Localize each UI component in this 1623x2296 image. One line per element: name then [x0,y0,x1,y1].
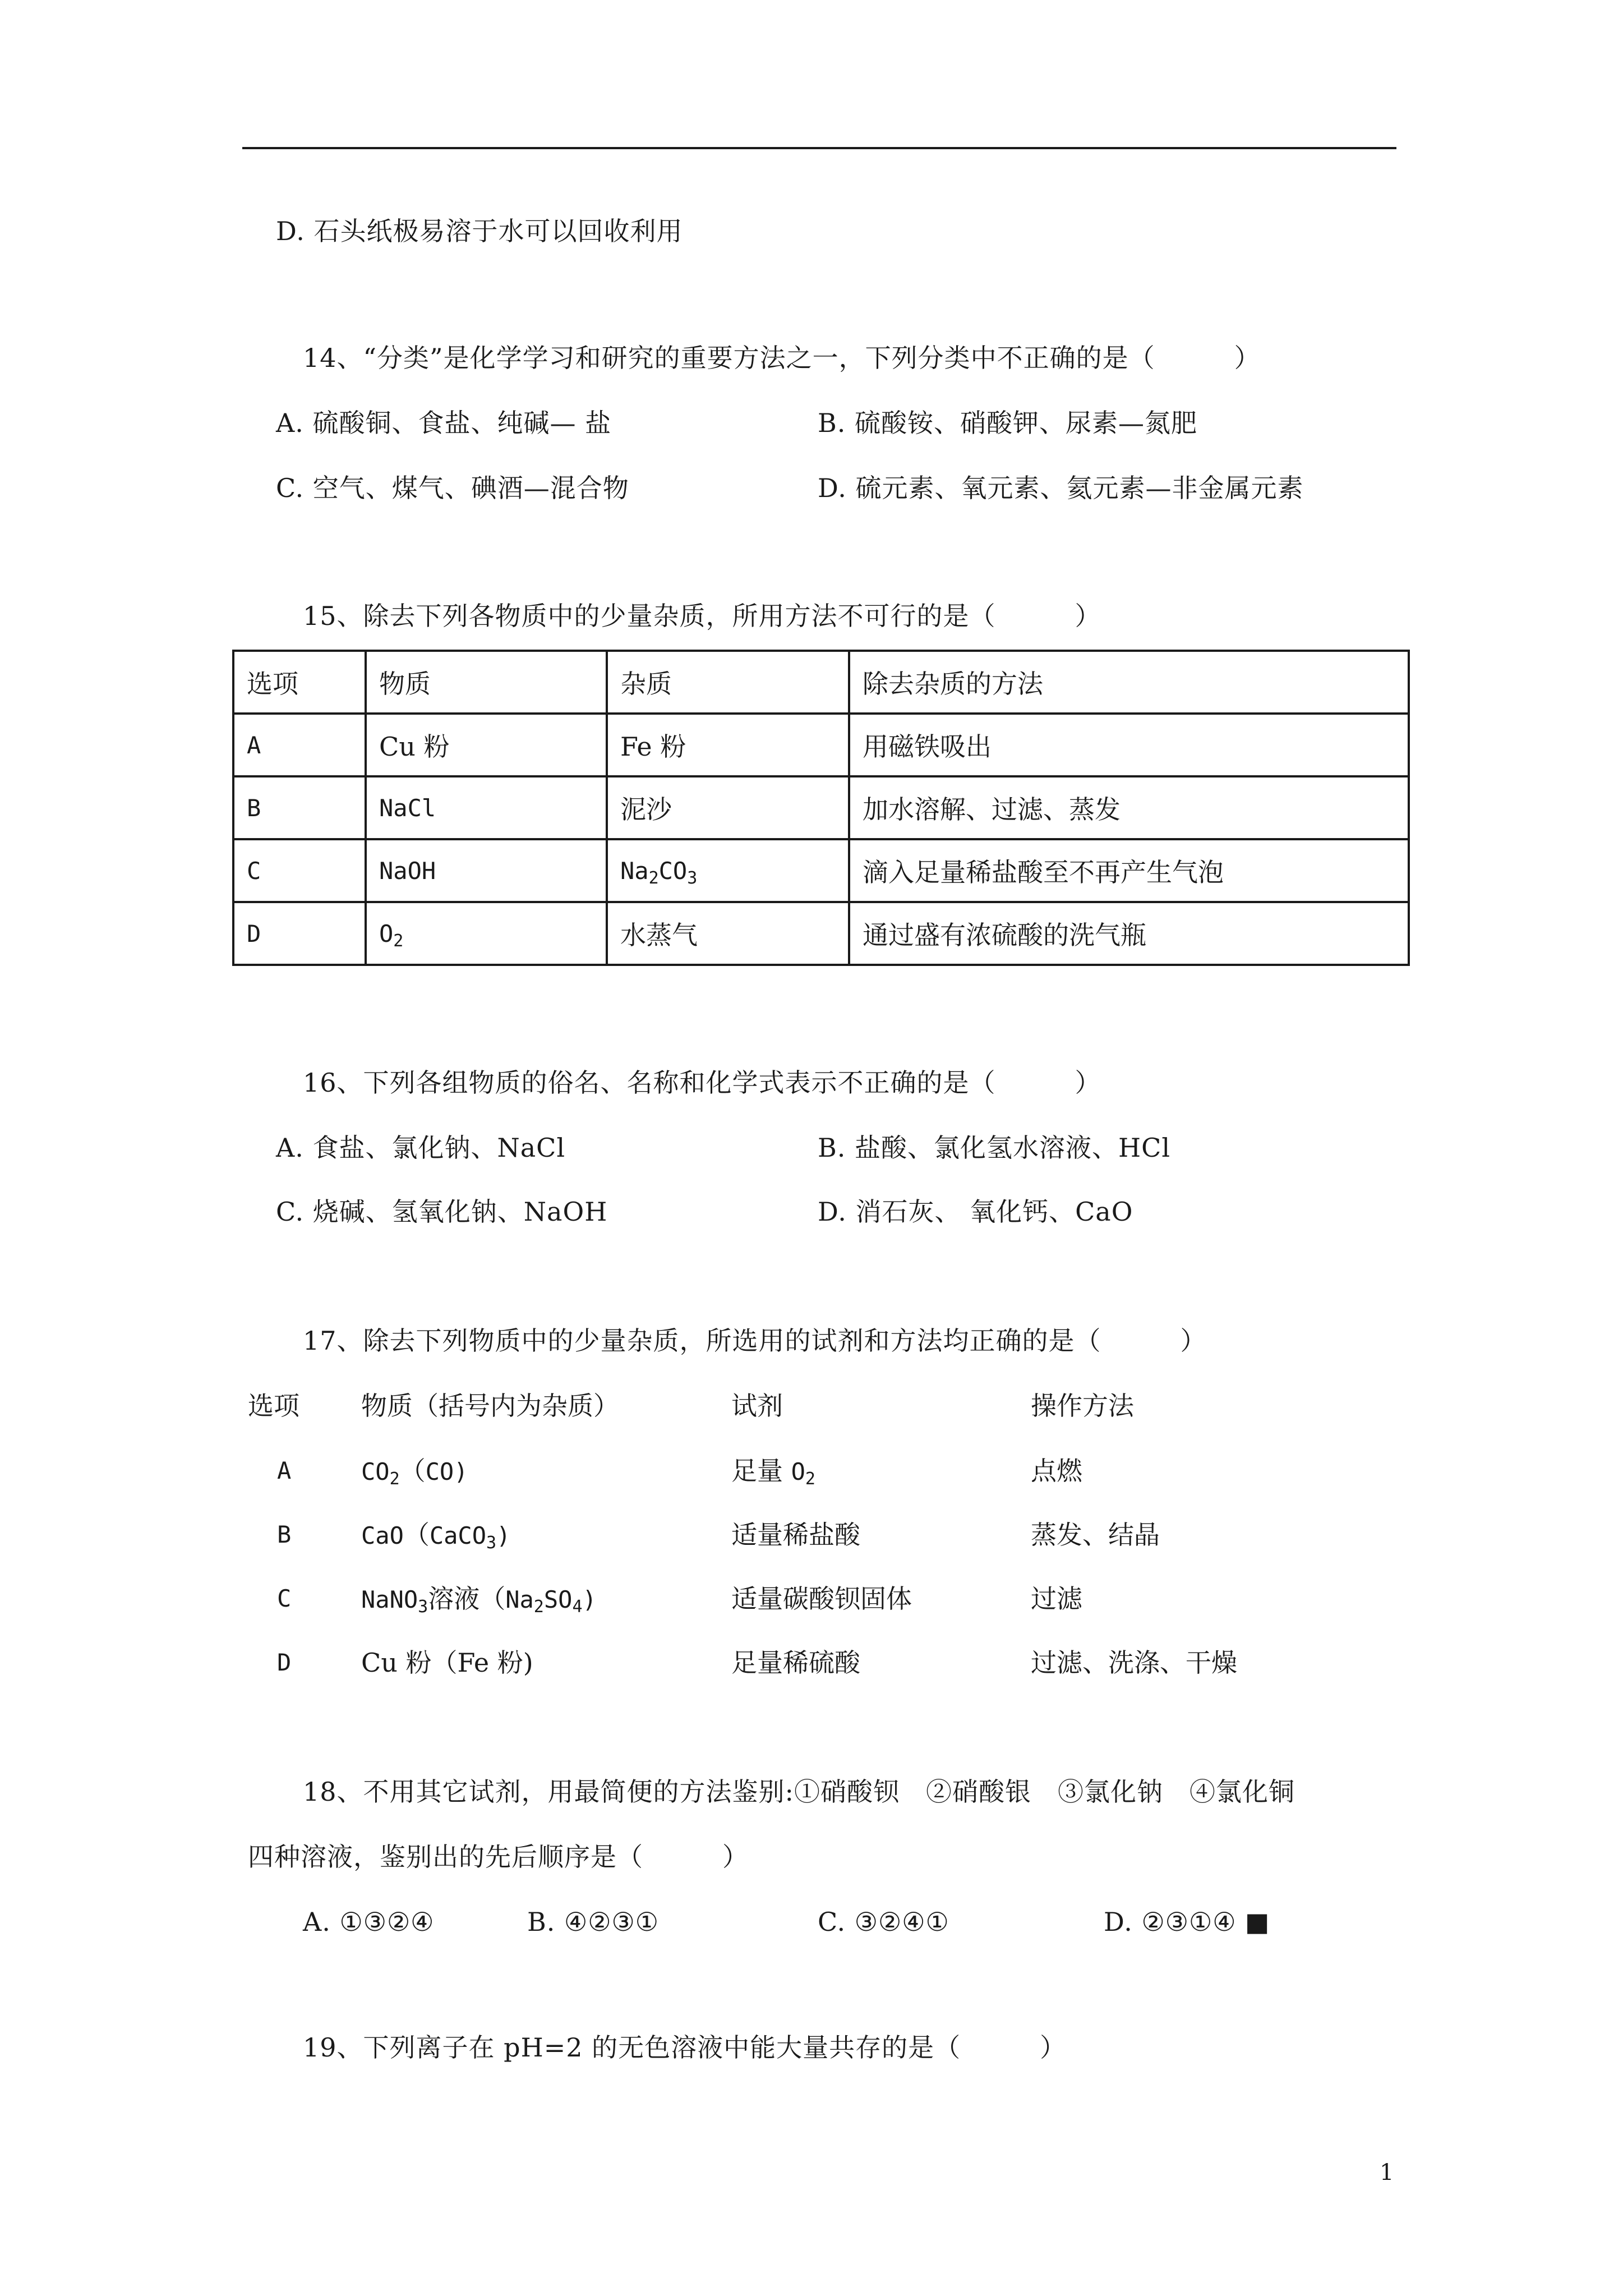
q17-cell: 过滤、洗涤、干燥 [1031,1648,1237,1678]
page-number: 1 [1380,2160,1394,2185]
q16-stem: 16、下列各组物质的俗名、名称和化学式表示不正确的是（ ） [303,1068,1101,1098]
q17-row-label: C [277,1585,292,1612]
q17-header: 选项 [248,1391,299,1421]
header-rule [242,147,1396,149]
table-cell: 通过盛有浓硫酸的洗气瓶 [849,902,1409,965]
table-row [233,776,1409,839]
q17-header: 试剂 [731,1391,783,1421]
table-row [233,902,1409,965]
table-cell: Fe 粉 [607,714,849,776]
q18-option-a: A. ①③②④ [303,1907,435,1937]
table-cell: 泥沙 [607,776,849,839]
q13-option-d: D. 石头纸极易溶于水可以回收利用 [276,216,683,246]
table-cell: 滴入足量稀盐酸至不再产生气泡 [849,839,1409,902]
table-cell: 加水溶解、过滤、蒸发 [849,776,1409,839]
q17-cell: 蒸发、结晶 [1031,1520,1160,1550]
q17-row-label: A [277,1457,292,1484]
q17-cell-formula: NaNO$_3$溶液$(Na_2SO_4)$ [361,1584,597,1617]
q17-cell-formula: CaO（CaCO$_3$) [361,1520,511,1553]
q18-option-d: D. ②③①④ ■ [1104,1907,1270,1937]
table-header-cell: 物质 [366,651,607,714]
q17-header: 物质（括号内为杂质） [361,1391,619,1421]
q18-stem-line2: 四种溶液，鉴别出的先后顺序是（ ） [248,1842,749,1872]
q15-stem: 15、除去下列各物质中的少量杂质，所用方法不可行的是（ ） [303,601,1101,631]
q16-option-d: D. 消石灰、 氧化钙、CaO [818,1197,1133,1227]
q17-cell: 点燃 [1031,1456,1082,1486]
q19-stem: 19、下列离子在 pH=2 的无色溶液中能大量共存的是（ ） [303,2032,1067,2063]
table-cell: C [233,839,366,902]
table-cell: B [233,776,366,839]
q17-row-label: D [277,1649,292,1676]
q17-cell-formula: $CO_2(CO)$ [361,1456,468,1489]
q17-header: 操作方法 [1031,1391,1134,1421]
q14-option-c: C. 空气、煤气、碘酒—混合物 [276,473,629,503]
q14-stem: 14、“分类”是化学学习和研究的重要方法之一，下列分类中不正确的是（ ） [303,343,1261,373]
table-cell: A [233,714,366,776]
table-header-row [233,651,1409,714]
q16-option-a: A. 食盐、氯化钠、NaCl [276,1133,566,1163]
table-cell: NaCl [366,776,607,839]
q17-cell: 适量稀盐酸 [731,1520,860,1550]
q18-stem-line1: 18、不用其它试剂，用最简便的方法鉴别:①硝酸钡 ②硝酸银 ③氯化钠 ④氯化铜 [303,1777,1295,1807]
q14-option-b: B. 硫酸铵、硝酸钾、尿素—氮肥 [818,408,1198,438]
table-header-cell: 选项 [233,651,366,714]
q16-option-b: B. 盐酸、氯化氢水溶液、HCl [818,1133,1171,1163]
table-cell: Cu 粉 [366,714,607,776]
table-cell: NaOH [366,839,607,902]
table-row [233,839,1409,902]
q14-option-a: A. 硫酸铜、食盐、纯碱— 盐 [276,408,612,438]
q18-option-c: C. ③②④① [818,1907,949,1937]
q17-cell: 足量稀硫酸 [731,1648,860,1678]
table-header-cell: 杂质 [607,651,849,714]
table-header-cell: 除去杂质的方法 [849,651,1409,714]
q17-cell: 适量碳酸钡固体 [731,1584,912,1614]
q18-option-b: B. ④②③① [527,1907,660,1937]
q17-cell: 过滤 [1031,1584,1082,1614]
q17-stem: 17、除去下列物质中的少量杂质，所选用的试剂和方法均正确的是（ ） [303,1326,1207,1356]
table-cell-formula: $Na_2CO_3$ [607,839,849,902]
table-cell: D [233,902,366,965]
table-cell-formula: $O_2$ [366,902,607,965]
q17-cell-formula: 足量 $O_2$ [731,1456,815,1489]
table-row [233,714,1409,776]
q16-option-c: C. 烧碱、氢氧化钠、NaOH [276,1197,608,1227]
table-cell: 水蒸气 [607,902,849,965]
q17-row-label: B [277,1521,292,1548]
q14-option-d: D. 硫元素、氧元素、氦元素—非金属元素 [818,473,1304,503]
q17-cell: Cu 粉（Fe 粉) [361,1648,533,1678]
q15-table [232,650,1410,966]
table-cell: 用磁铁吸出 [849,714,1409,776]
